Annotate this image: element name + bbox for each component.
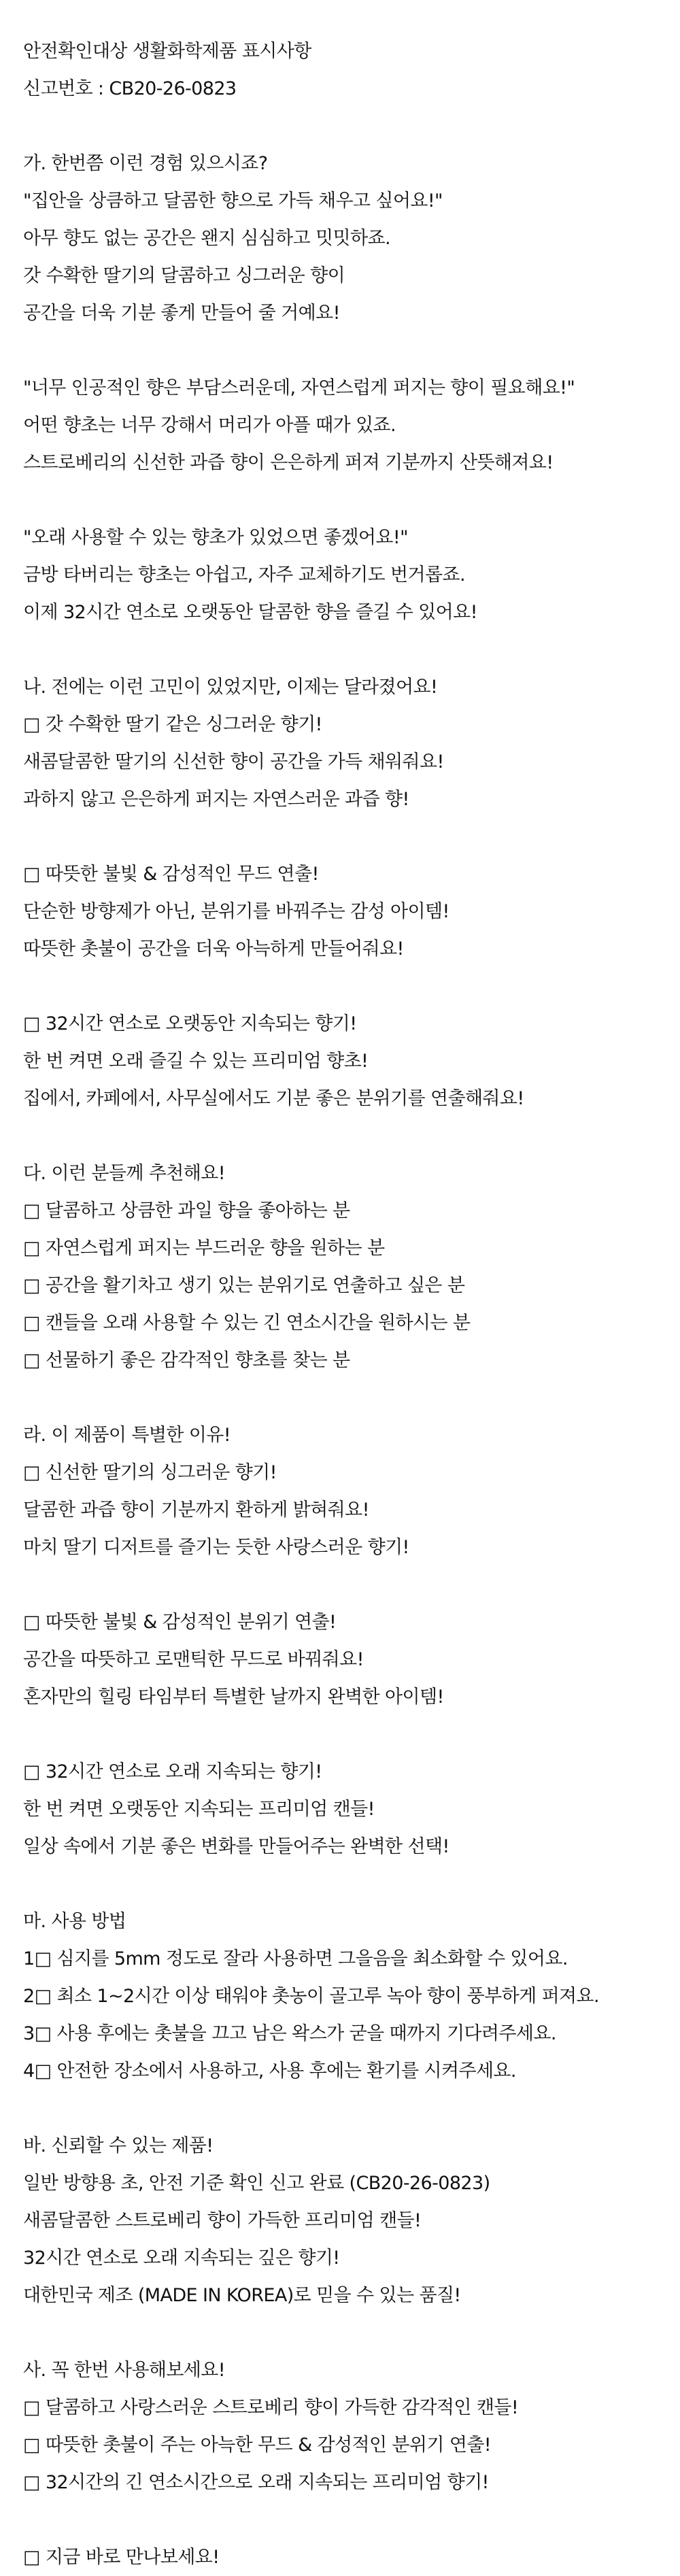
spacer — [23, 481, 680, 519]
paragraph-line: 스트로베리의 신선한 과즙 향이 은은하게 퍼져 기분까지 산뜻해져요! — [23, 452, 554, 473]
paragraph-line: 갓 수확한 딸기의 달콤하고 싱그러운 향이 — [23, 265, 345, 286]
quote-3: "오래 사용할 수 있는 향초가 있었으면 좋겠어요!" — [23, 527, 408, 548]
paragraph-line: 일반 방향용 초, 안전 기준 확인 신고 완료 (CB20-26-0823) — [23, 2173, 490, 2194]
section-heading-na: 나. 전에는 이런 고민이 있었지만, 이제는 달라졌어요! — [23, 677, 438, 698]
paragraph-line: 마치 딸기 디저트를 즐기는 듯한 사랑스러운 향기! — [23, 1537, 409, 1558]
paragraph-line: 한 번 켜면 오랫동안 지속되는 프리미엄 캔들! — [23, 1799, 375, 1820]
paragraph-line: 달콤한 과즙 향이 기분까지 환하게 밝혀줘요! — [23, 1499, 369, 1521]
section-heading-ra: 라. 이 제품이 특별한 이유! — [23, 1425, 231, 1446]
paragraph-line: 집에서, 카페에서, 사무실에서도 기분 좋은 분위기를 연출해줘요! — [23, 1088, 524, 1109]
bullet-heading: □ 갓 수확한 딸기 같은 싱그러운 향기! — [23, 714, 322, 735]
list-item: □ 선물하기 좋은 감각적인 향초를 찾는 분 — [23, 1350, 350, 1371]
call-to-action: □ 지금 바로 만나보세요! — [23, 2547, 220, 2568]
paragraph-line: 어떤 향초는 너무 강해서 머리가 아플 때가 있죠. — [23, 415, 396, 436]
spacer — [23, 1379, 680, 1417]
bullet-heading: □ 신선한 딸기의 싱그러운 향기! — [23, 1462, 277, 1483]
spacer — [23, 968, 680, 1005]
bullet-heading: □ 32시간 연소로 오래 지속되는 향기! — [23, 1761, 322, 1782]
paragraph-line: 아무 향도 없는 공간은 왠지 심심하고 밋밋하죠. — [23, 228, 391, 249]
paragraph-line: 공간을 더욱 기분 좋게 만들어 줄 거예요! — [23, 303, 340, 324]
paragraph-line: 새콤달콤한 딸기의 신선한 향이 공간을 가득 채워줘요! — [23, 751, 444, 773]
spacer — [23, 1566, 680, 1604]
section-heading-ma: 마. 사용 방법 — [23, 1911, 126, 1932]
spacer — [23, 2501, 680, 2539]
spacer — [23, 631, 680, 668]
list-item: □ 캔들을 오래 사용할 수 있는 긴 연소시간을 원하시는 분 — [23, 1312, 471, 1334]
paragraph-line: 새콤달콤한 스트로베리 향이 가득한 프리미엄 캔들! — [23, 2210, 422, 2231]
spacer — [23, 2314, 680, 2352]
spacer — [23, 1716, 680, 1753]
section-heading-da: 다. 이런 분들께 추천해요! — [23, 1163, 225, 1184]
bullet-heading: □ 따뜻한 불빛 & 감성적인 분위기 연출! — [23, 1612, 337, 1633]
paragraph-line: 단순한 방향제가 아닌, 분위기를 바꿔주는 감성 아이템! — [23, 901, 449, 922]
list-item: □ 자연스럽게 퍼지는 부드러운 향을 원하는 분 — [23, 1238, 385, 1259]
paragraph-line: 과하지 않고 은은하게 퍼지는 자연스러운 과즙 향! — [23, 789, 409, 810]
paragraph-line: 이제 32시간 연소로 오랫동안 달콤한 향을 즐길 수 있어요! — [23, 602, 477, 623]
paragraph-line: 일상 속에서 기분 좋은 변화를 만들어주는 완벽한 선택! — [23, 1836, 449, 1857]
paragraph-line: 따뜻한 촛불이 공간을 더욱 아늑하게 만들어줘요! — [23, 938, 404, 960]
paragraph-line: 한 번 켜면 오래 즐길 수 있는 프리미엄 향초! — [23, 1051, 369, 1072]
usage-step: 2□ 최소 1~2시간 이상 태워야 촛농이 골고루 녹아 향이 풍부하게 퍼져요. — [23, 1986, 600, 2007]
list-item: □ 달콤하고 상큼한 과일 향을 좋아하는 분 — [23, 1200, 350, 1221]
paragraph-line: 혼자만의 힐링 타임부터 특별한 날까지 완벽한 아이템! — [23, 1687, 444, 1708]
page-title: 안전확인대상 생활화학제품 표시사항 — [23, 41, 311, 62]
paragraph-line: 금방 타버리는 향초는 아쉽고, 자주 교체하기도 번거롭죠. — [23, 564, 465, 586]
paragraph-line: 32시간 연소로 오래 지속되는 깊은 향기! — [23, 2248, 340, 2269]
spacer — [23, 1865, 680, 1903]
usage-step: 4□ 안전한 장소에서 사용하고, 사용 후에는 환기를 시켜주세요. — [23, 2061, 516, 2082]
spacer — [23, 107, 680, 145]
paragraph-line: 공간을 따뜻하고 로맨틱한 무드로 바꿔줘요! — [23, 1649, 364, 1670]
report-number: 신고번호 : CB20-26-0823 — [23, 78, 237, 99]
quote-1: "집안을 상큼하고 달콤한 향으로 가득 채우고 싶어요!" — [23, 190, 443, 211]
section-heading-sa: 사. 꼭 한번 사용해보세요! — [23, 2360, 225, 2381]
paragraph-line: 대한민국 제조 (MADE IN KOREA)로 믿을 수 있는 품질! — [23, 2285, 461, 2306]
spacer — [23, 332, 680, 369]
usage-step: 3□ 사용 후에는 촛불을 끄고 남은 왁스가 굳을 때까지 기다려주세요. — [23, 2023, 556, 2044]
quote-2: "너무 인공적인 향은 부담스러운데, 자연스럽게 퍼지는 향이 필요해요!" — [23, 377, 575, 399]
spacer — [23, 2090, 680, 2127]
list-item: □ 32시간의 긴 연소시간으로 오래 지속되는 프리미엄 향기! — [23, 2472, 489, 2493]
list-item: □ 공간을 활기차고 생기 있는 분위기로 연출하고 싶은 분 — [23, 1275, 465, 1296]
section-heading-ba: 바. 신뢰할 수 있는 제품! — [23, 2135, 214, 2156]
spacer — [23, 1117, 680, 1155]
list-item: □ 달콤하고 사랑스러운 스트로베리 향이 가득한 감각적인 캔들! — [23, 2397, 519, 2418]
bullet-heading: □ 따뜻한 불빛 & 감성적인 무드 연출! — [23, 864, 319, 885]
spacer — [23, 818, 680, 855]
section-heading-ga: 가. 한번쯤 이런 경험 있으시죠? — [23, 153, 268, 174]
bullet-heading: □ 32시간 연소로 오랫동안 지속되는 향기! — [23, 1013, 357, 1034]
list-item: □ 따뜻한 촛불이 주는 아늑한 무드 & 감성적인 분위기 연출! — [23, 2435, 492, 2456]
usage-step: 1□ 심지를 5mm 정도로 잘라 사용하면 그을음을 최소화할 수 있어요. — [23, 1948, 568, 1969]
